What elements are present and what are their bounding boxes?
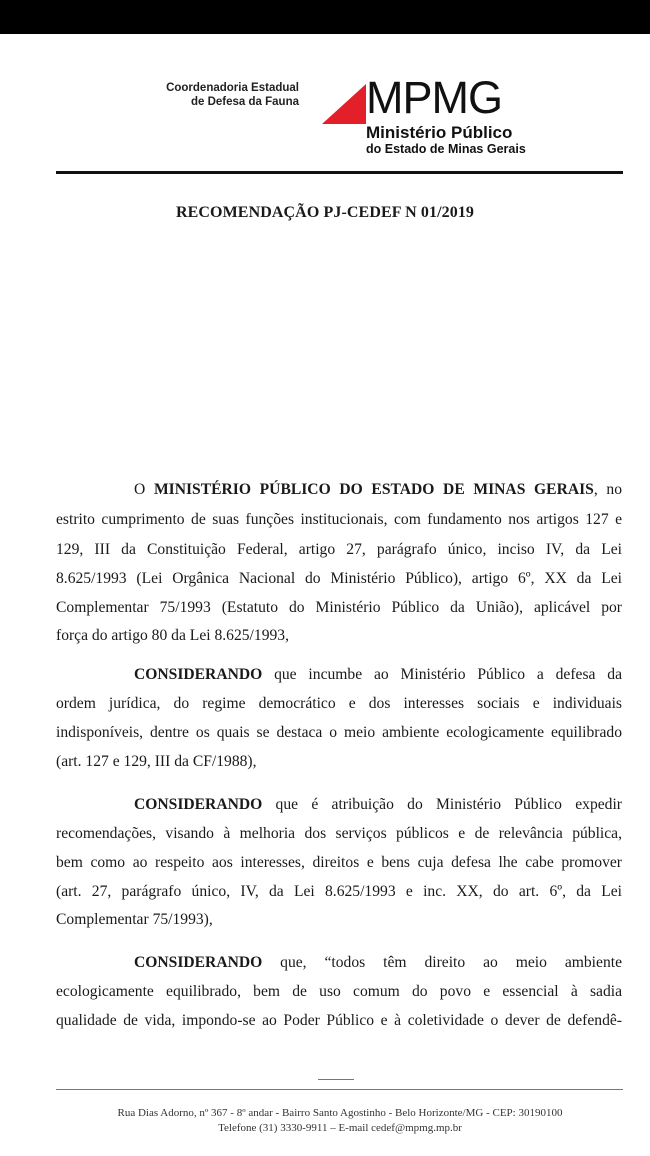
paragraph-line: Complementar 75/1993), (56, 911, 213, 928)
paragraph-line: (art. 27, parágrafo único, IV, da Lei 8.625/1993 e inc. XX, do art. 6º, da Lei (56, 883, 622, 900)
paragraph-first-rest: , no (593, 481, 622, 498)
paragraph-3-first-line (134, 795, 622, 815)
paragraph-line: força do artigo 80 da Lei 8.625/1993, (56, 627, 289, 644)
paragraph-first-rest: que é atribuição do Ministério Público expedir (262, 796, 622, 813)
considerando-label: CONSIDERANDO (134, 796, 263, 813)
paragraph-first-rest: que incumbe ao Ministério Público a defesa da (262, 666, 622, 683)
paragraph-line: Complementar 75/1993 (Estatuto do Ministério Público da União), aplicável por (56, 599, 622, 616)
mpmg-logo-text: MPMG (366, 72, 502, 123)
paragraph-line: 129, III da Constituição Federal, artigo 27, parágrafo único, inciso IV, da Lei (56, 541, 622, 558)
paragraph-line: bem como ao respeito aos interesses, direitos e bens cuja defesa lhe cabe promover (56, 854, 622, 871)
paragraph-line: estrito cumprimento de suas funções institucionais, com fundamento nos artigos 127 e (56, 511, 622, 528)
paragraph-line: indisponíveis, dentre os quais se destaca o meio ambiente ecologicamente equilibrado (56, 724, 622, 741)
org-line-2: de Defesa da Fauna (190, 96, 299, 108)
footer-address: Rua Dias Adorno, nº 367 - 8º andar - Bairro Santo Agostinho - Belo Horizonte/MG - CEP: 30190100 (117, 1107, 563, 1119)
paragraph-line: 8.625/1993 (Lei Orgânica Nacional do Ministério Público), artigo 6º, XX da Lei (56, 570, 622, 587)
paragraph-lead: O (134, 481, 154, 498)
footer-divider (56, 1089, 623, 1090)
considerando-label: CONSIDERANDO (134, 666, 263, 683)
institution-name: MINISTÉRIO PÚBLICO DO ESTADO DE MINAS GERAIS (153, 481, 594, 498)
header-divider (56, 171, 623, 174)
paragraph-1-first-line (134, 480, 622, 500)
paragraph-line: ecologicamente equilibrado, bem de uso comum do povo e essencial à sadia (56, 983, 622, 1000)
paragraph-line: (art. 127 e 129, III da CF/1988), (56, 753, 257, 770)
coordenadoria-label (120, 81, 299, 109)
org-line-1: Coordenadoria Estadual (166, 82, 299, 94)
paragraph-first-rest: que, “todos têm direito ao meio ambiente (262, 954, 622, 971)
footer-short-rule (318, 1079, 354, 1080)
paragraph-line: recomendações, visando à melhoria dos serviços públicos e de relevância pública, (56, 825, 622, 842)
paragraph-4-first-line (134, 953, 622, 973)
paragraph-2-first-line (134, 665, 622, 685)
paragraph-line: qualidade de vida, impondo-se ao Poder Público e à coletividade o dever de defendê- (56, 1012, 622, 1029)
footer-contact: Telefone (31) 3330-9911 – E-mail cedef@mpmg.mp.br (218, 1122, 462, 1134)
paragraph-line: ordem jurídica, do regime democrático e dos interesses sociais e individuais (56, 695, 622, 712)
considerando-label: CONSIDERANDO (134, 954, 263, 971)
document-title: RECOMENDAÇÃO PJ-CEDEF N 01/2019 (175, 204, 475, 221)
status-bar (0, 0, 650, 34)
logo-subtitle-2: do Estado de Minas Gerais (366, 142, 526, 156)
logo-subtitle-1: Ministério Público (366, 123, 513, 142)
mpmg-logo-mark (322, 84, 366, 124)
